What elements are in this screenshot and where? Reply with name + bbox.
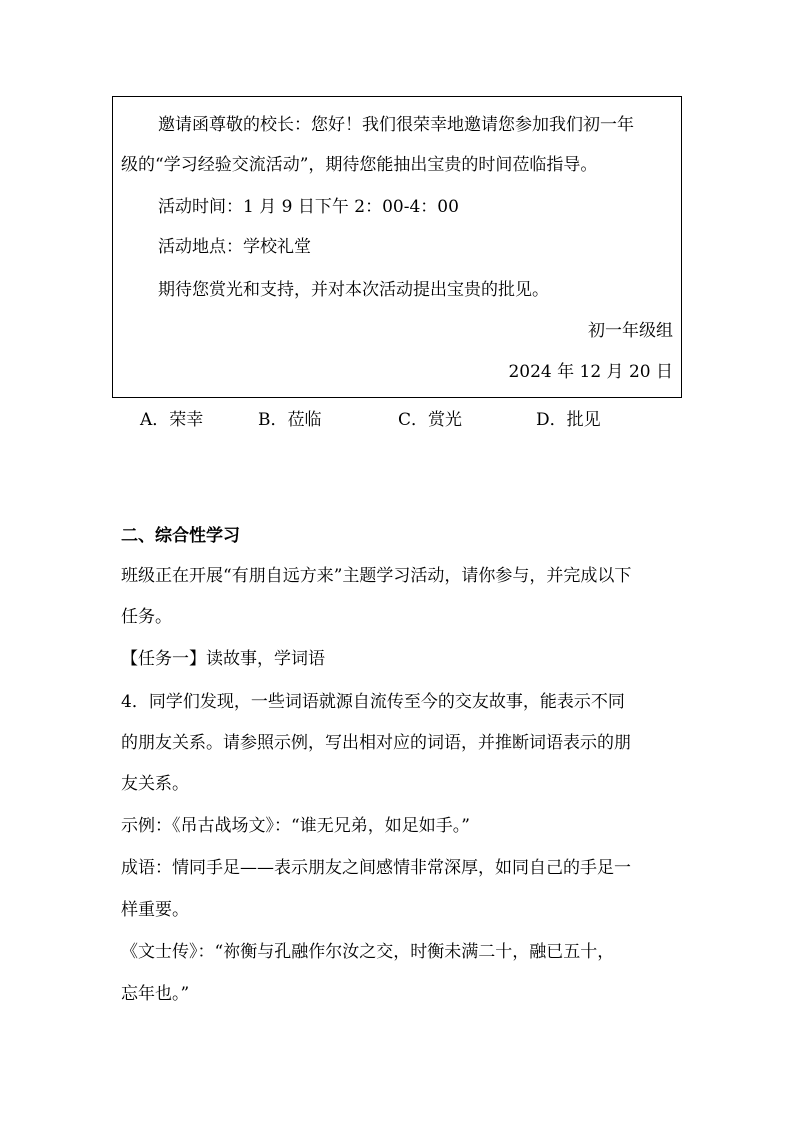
question-4-line-1: 4．同学们发现，一些词语就源自流传至今的交友故事，能表示不同 <box>121 692 625 712</box>
invitation-signature: 初一年级组 <box>588 321 673 341</box>
question-4-line-3: 友关系。 <box>121 774 189 794</box>
invitation-place: 活动地点：学校礼堂 <box>158 237 311 257</box>
invitation-time: 活动时间：1 月 9 日下午 2：00-4：00 <box>158 197 459 217</box>
idiom-line-2: 样重要。 <box>121 900 189 920</box>
question-4-line-2: 的朋友关系。请参照示例，写出相对应的词语，并推断词语表示的朋 <box>121 733 631 753</box>
invitation-closing: 期待您赏光和支持，并对本次活动提出宝贵的批见。 <box>158 280 549 300</box>
idiom-line-1: 成语：情同手足——表示朋友之间感情非常深厚，如同自己的手足一 <box>121 858 631 878</box>
section-heading: 二、综合性学习 <box>121 526 240 546</box>
task-one-heading: 【任务一】读故事，学词语 <box>121 649 325 669</box>
option-b: B．莅临 <box>258 410 322 430</box>
intro-line-2: 任务。 <box>121 607 172 627</box>
invitation-line-2: 级的“学习经验交流活动”，期待您能抽出宝贵的时间莅临指导。 <box>121 155 598 175</box>
quote-line-2: 忘年也。” <box>121 984 190 1004</box>
option-d: D．批见 <box>536 410 601 430</box>
intro-line-1: 班级正在开展“有朋自远方来”主题学习活动，请你参与，并完成以下 <box>121 566 632 586</box>
invitation-date: 2024 年 12 月 20 日 <box>508 362 673 382</box>
invitation-line-1: 邀请函尊敬的校长：您好！我们很荣幸地邀请您参加我们初一年 <box>158 115 634 135</box>
example-line: 示例：《吊古战场文》：“谁无兄弟，如足如手。” <box>121 816 470 836</box>
quote-line-1: 《文士传》：“祢衡与孔融作尔汝之交，时衡未满二十，融已五十， <box>121 942 615 962</box>
option-a: A．荣幸 <box>140 410 204 430</box>
option-c: C．赏光 <box>398 410 463 430</box>
